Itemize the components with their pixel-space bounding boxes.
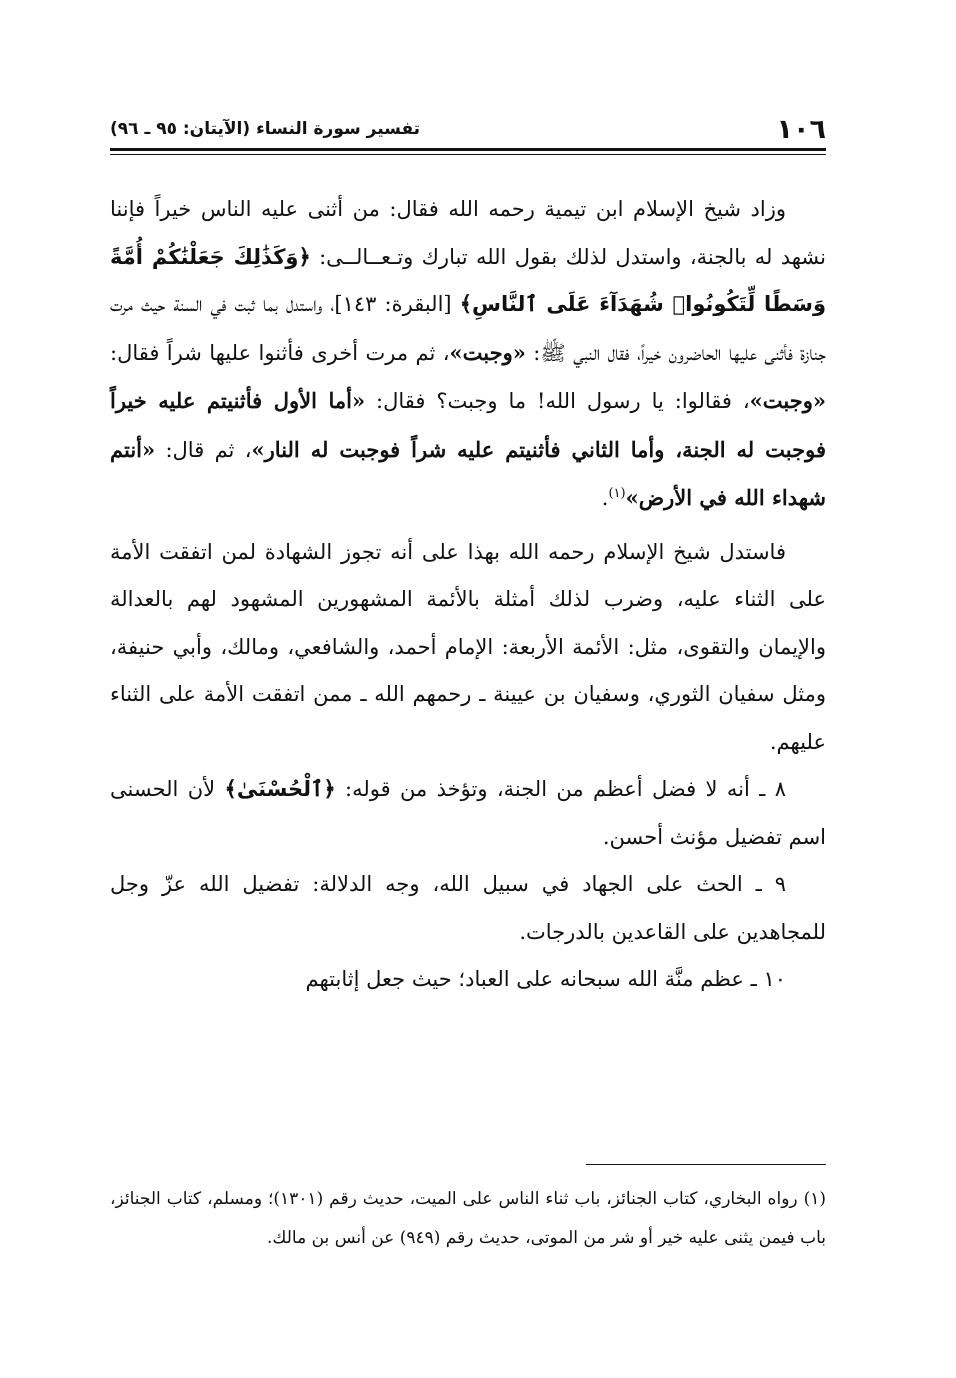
page-number: ١٠٦: [776, 113, 826, 145]
paragraph-2: فاستدل شيخ الإسلام رحمه الله بهذا على أنه تجوز الشهادة لمن اتفقت الأمة على الثناء عليه، وضرب لذلك أمثلة بالأئمة المشهورين المشهود لهم بالعدالة والإيمان والتقوى، مثل: الأئمة الأربعة: الإمام أحمد، والشافعي، ومالك، وأبي حنيفة، ومثل سفيان الثوري، وسفيان بن عيينة ـ رحمهم الله ـ ممن اتفقت الأمة على الثناء عليهم.: [110, 539, 826, 754]
paragraph-4: ٩ ـ الحث على الجهاد في سبيل الله، وجه الدلالة: تفضيل الله عزّ وجل للمجاهدين على القاعدين بالدرجات.: [110, 872, 826, 944]
paragraph-5: ١٠ ـ عظم منَّة الله سبحانه على العباد؛ حيث جعل إثابتهم: [305, 967, 786, 991]
main-text: [110, 186, 826, 1004]
page-header: [110, 112, 826, 146]
p3-text-1: ٨ ـ أنه لا فضل أعظم من الجنة، وتؤخذ من قوله:: [335, 777, 786, 801]
paragraph-3: [110, 766, 826, 861]
p1-text-6: .: [601, 486, 609, 510]
quran-verse-baqarah-143: ﴿وَكَذَٰلِكَ جَعَلْنَٰكُمْ أُمَّةً وَسَطًا لِّتَكُونُوا۟ شُهَدَآءَ عَلَى ٱلنَّاسِ﴾: [110, 244, 826, 316]
footnote-marker: (١): [608, 486, 626, 501]
quran-word-alhusna: ﴿ٱلْحُسْنَىٰ﴾: [224, 777, 336, 801]
p1-text-3: ، ثم مرت أخرى فأثنوا عليها شراً فقال:: [110, 340, 450, 365]
p1-text-2: [البقرة: ١٤٣]، واستدل بما ثبت في السنة حيث مرت جنازة فأثنى عليها الحاضرون خيراً، فقال النبي ﷺ:: [110, 292, 826, 365]
p3-text-2: لأن الحسنى اسم تفضيل مؤنث أحسن.: [110, 777, 826, 849]
hadith-quote-2: «وجبت»: [749, 388, 826, 413]
paragraph-1: [110, 186, 826, 523]
hadith-quote-1: «وجبت»: [449, 339, 526, 365]
p1-text-4: ، فقالوا: يا رسول الله! ما وجبت؟ فقال:: [365, 389, 750, 413]
footnote-separator: [586, 1164, 826, 1165]
footnote-1: (١) رواه البخاري، كتاب الجنائز، باب ثناء الناس على الميت، حديث رقم (١٣٠١)؛ ومسلم، كتاب الجنائز، باب فيمن يثنى عليه خير أو شر من الموتى، حديث رقم (٩٤٩) عن أنس بن مالك.: [110, 1189, 826, 1248]
header-rule-thin: [110, 154, 826, 155]
running-title: تفسير سورة النساء (الآيتان: ٩٥ ـ ٩٦): [110, 119, 421, 139]
p1-text-5: ، ثم قال:: [155, 437, 252, 462]
p1-text-1: وزاد شيخ الإسلام ابن تيمية رحمه الله فقال: من أثنى عليه الناس خيراً فإننا نشهد له بالجنة، واستدل لذلك بقول الله تبارك وتـعــالــى:: [110, 197, 826, 269]
footnotes: [110, 1180, 826, 1258]
hadith-quote-3: «أما الأول فأثنيتم عليه خيراً فوجبت له الجنة، وأما الثاني فأثنيتم عليه شراً فوجبت له النار»: [110, 388, 826, 462]
hadith-quote-4: «أنتم شهداء الله في الأرض»: [110, 436, 826, 510]
header-rule-thick: [110, 148, 826, 151]
book-page: [110, 0, 826, 1378]
